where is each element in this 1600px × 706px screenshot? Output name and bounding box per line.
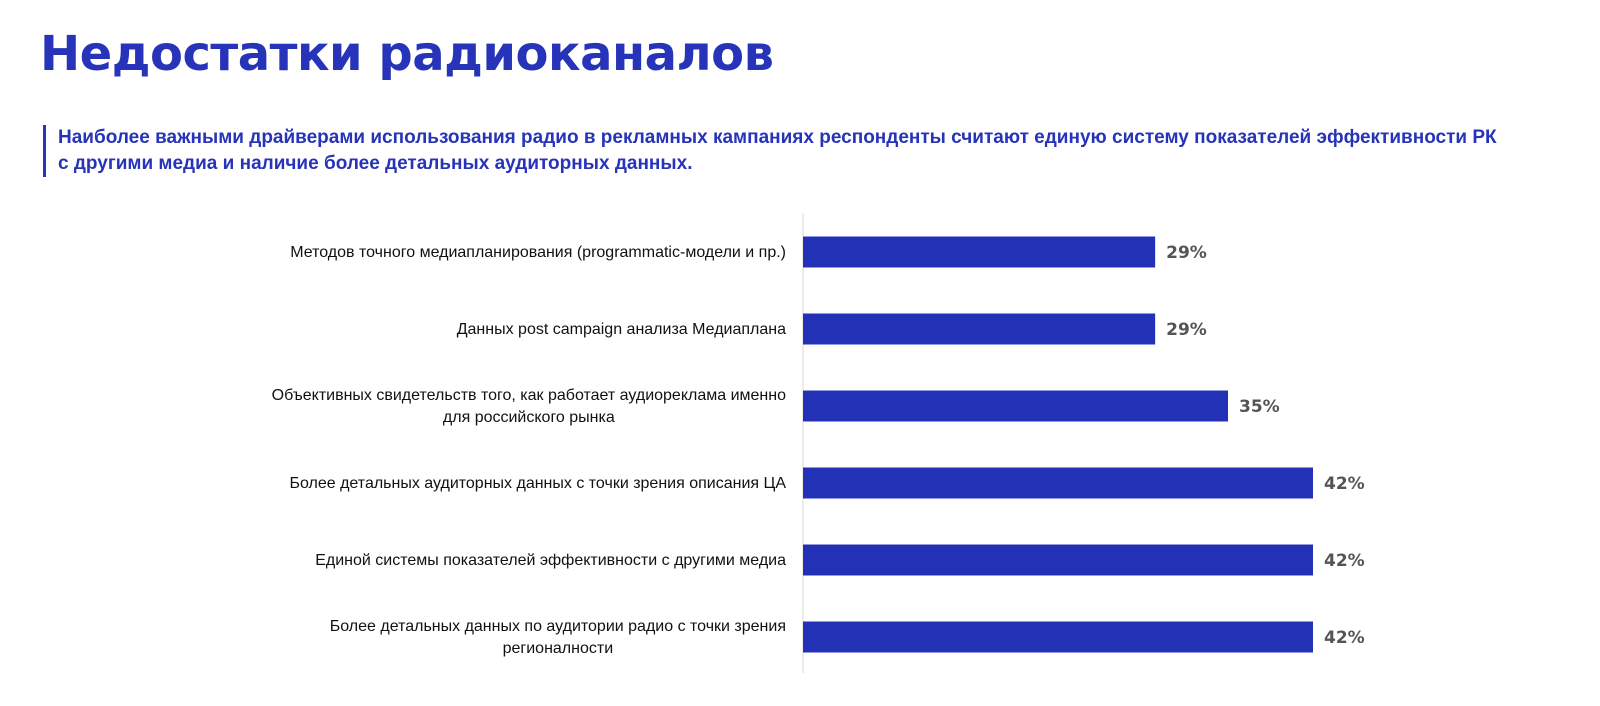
value-label-4: 42% bbox=[1324, 474, 1365, 494]
bar-5 bbox=[803, 545, 1313, 576]
value-label-5: 42% bbox=[1324, 551, 1365, 571]
category-label-line: регионалности bbox=[502, 640, 614, 657]
category-label-line: Более детальных аудиторных данных с точки зрения описания ЦА bbox=[289, 475, 786, 492]
category-label-4 bbox=[289, 475, 786, 492]
subtitle: Наиболее важными драйверами использования радио в рекламных кампаниях респонденты считают единую систему показателей эффективности РК с другими медиа и наличие более детальных аудиторных данных. bbox=[58, 127, 1497, 174]
bar-2 bbox=[803, 314, 1155, 345]
category-label-line: Методов точного медиапланирования (programmatic-модели и пр.) bbox=[290, 244, 786, 261]
value-label-1: 29% bbox=[1166, 243, 1207, 263]
value-label-3: 35% bbox=[1239, 397, 1280, 417]
value-label-6: 42% bbox=[1324, 628, 1365, 648]
category-label-1 bbox=[290, 244, 786, 261]
category-label-5 bbox=[315, 552, 786, 569]
category-label-3 bbox=[272, 387, 786, 426]
page-title: Недостатки радиоканалов bbox=[40, 26, 774, 82]
category-label-line: Данных post campaign анализа Медиаплана bbox=[456, 321, 786, 338]
category-label-6 bbox=[330, 618, 786, 657]
category-label-line: Объективных свидетельств того, как работает аудиореклама именно bbox=[271, 387, 786, 404]
bar-6 bbox=[803, 622, 1313, 653]
category-label-2 bbox=[457, 321, 786, 338]
category-label-line: Единой системы показателей эффективности с другими медиа bbox=[315, 552, 786, 569]
value-label-2: 29% bbox=[1166, 320, 1207, 340]
category-label-line: Более детальных данных по аудитории радио с точки зрения bbox=[329, 618, 786, 635]
bar-3 bbox=[803, 391, 1228, 422]
bar-4 bbox=[803, 468, 1313, 499]
category-label-line: для российского рынка bbox=[442, 409, 615, 426]
bar-1 bbox=[803, 237, 1155, 268]
